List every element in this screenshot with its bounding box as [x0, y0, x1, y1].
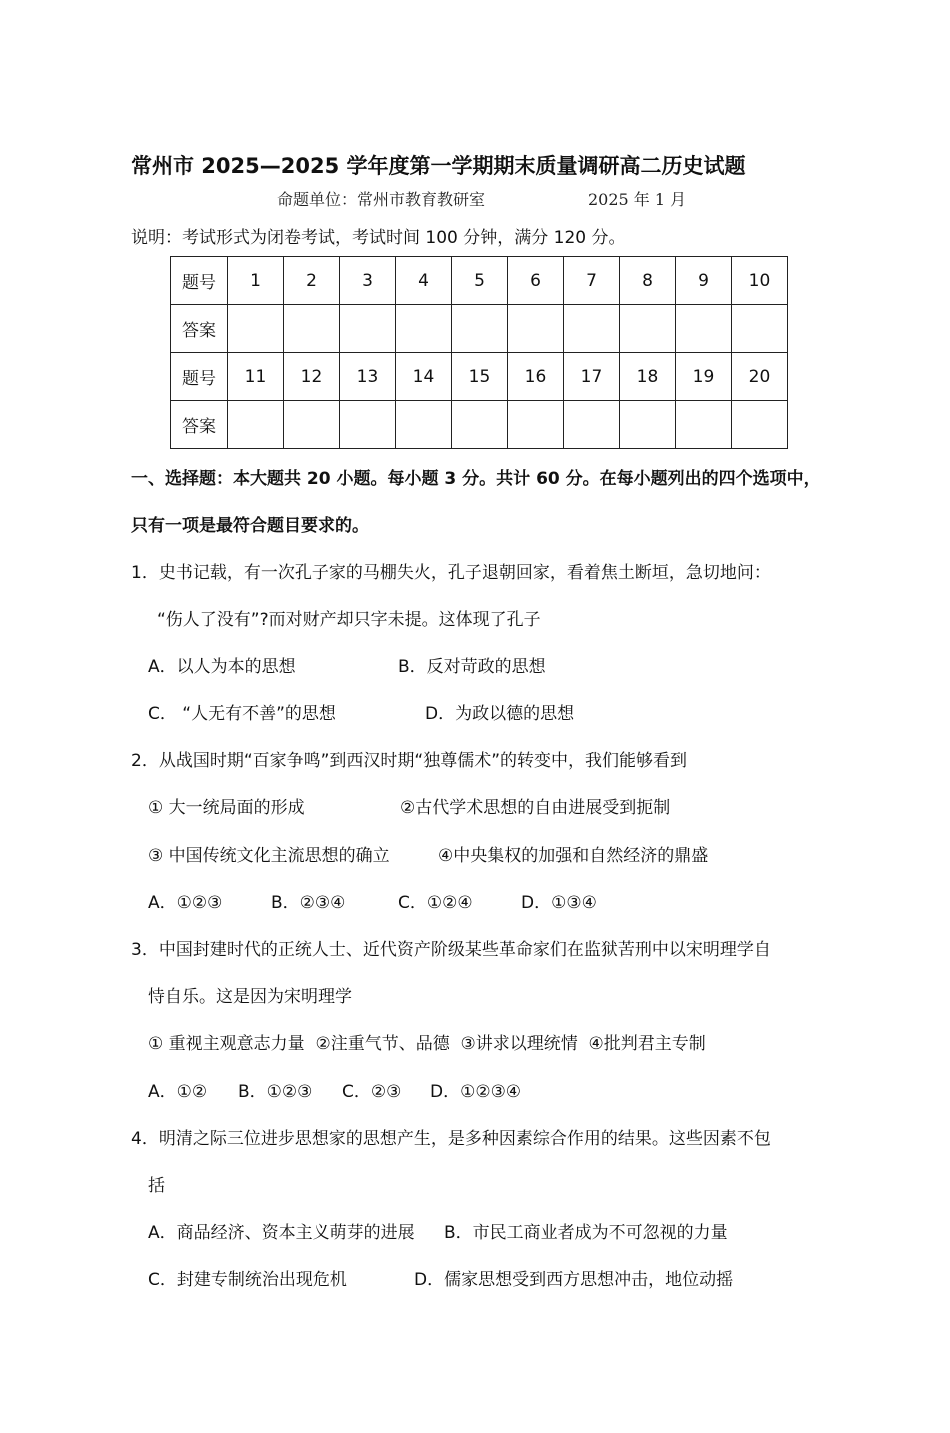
question-2-option-d: D．①③④ [521, 893, 597, 913]
question-number: 16 [508, 353, 564, 401]
question-number: 9 [676, 257, 732, 305]
answer-cell[interactable] [284, 305, 340, 353]
question-number: 10 [732, 257, 788, 305]
answer-table [170, 256, 788, 449]
question-3-items: ① 重视主观意志力量 ②注重气节、品德 ③讲求以理统情 ④批判君主专制 [148, 1034, 706, 1054]
answer-cell[interactable] [340, 305, 396, 353]
question-4-stem: 4．明清之际三位进步思想家的思想产生，是多种因素综合作用的结果。这些因素不包 [131, 1129, 771, 1149]
question-2-item-2: ②古代学术思想的自由进展受到扼制 [400, 798, 671, 818]
question-3-option-c: C．②③ [342, 1082, 402, 1102]
question-1-option-a: A．以人为本的思想 [148, 657, 296, 677]
question-2-item-4: ④中央集权的加强和自然经济的鼎盛 [438, 846, 709, 866]
answer-cell[interactable] [452, 401, 508, 449]
answer-cell[interactable] [228, 401, 284, 449]
question-number: 19 [676, 353, 732, 401]
answer-label: 答案 [171, 401, 228, 449]
question-1-option-b: B．反对苛政的思想 [398, 657, 546, 677]
answer-cell[interactable] [508, 401, 564, 449]
answer-cell[interactable] [340, 401, 396, 449]
question-1-stem: 1．史书记载，有一次孔子家的马棚失火，孔子退朝回家，看着焦土断垣，急切地问： [131, 563, 771, 583]
answer-label: 答案 [171, 305, 228, 353]
question-2-option-b: B．②③④ [271, 893, 346, 913]
question-4-option-b: B．市民工商业者成为不可忽视的力量 [444, 1223, 728, 1243]
question-number: 6 [508, 257, 564, 305]
question-number: 20 [732, 353, 788, 401]
answer-cell[interactable] [620, 305, 676, 353]
answer-cell[interactable] [508, 305, 564, 353]
section-heading-line2: 只有一项是最符合题目要求的。 [131, 516, 369, 536]
answer-cell[interactable] [732, 401, 788, 449]
answer-cell[interactable] [676, 401, 732, 449]
question-1-option-d: D．为政以德的思想 [425, 704, 575, 724]
question-2-option-c: C．①②④ [398, 893, 473, 913]
question-number: 18 [620, 353, 676, 401]
question-2-item-3: ③ 中国传统文化主流思想的确立 [148, 846, 390, 866]
answer-cell[interactable] [452, 305, 508, 353]
answer-cell[interactable] [620, 401, 676, 449]
answer-cell[interactable] [396, 305, 452, 353]
number-label: 题号 [171, 257, 228, 305]
question-3-option-b: B．①②③ [238, 1082, 313, 1102]
question-4-option-c: C．封建专制统治出现危机 [148, 1270, 347, 1290]
question-3-option-a: A．①② [148, 1082, 208, 1102]
question-number: 1 [228, 257, 284, 305]
table-row [171, 257, 788, 305]
answer-cell[interactable] [564, 305, 620, 353]
answer-cell[interactable] [284, 401, 340, 449]
question-number: 2 [284, 257, 340, 305]
exam-note: 说明：考试形式为闭卷考试，考试时间 100 分钟，满分 120 分。 [131, 228, 626, 248]
number-label: 题号 [171, 353, 228, 401]
question-number: 3 [340, 257, 396, 305]
question-2-item-1: ① 大一统局面的形成 [148, 798, 305, 818]
question-2-stem: 2．从战国时期“百家争鸣”到西汉时期“独尊儒术”的转变中，我们能够看到 [131, 751, 688, 771]
question-4-stem-cont: 括 [148, 1176, 165, 1196]
answer-cell[interactable] [396, 401, 452, 449]
question-3-stem: 3．中国封建时代的正统人士、近代资产阶级某些革命家们在监狱苦刑中以宋明理学自 [131, 940, 771, 960]
question-number: 17 [564, 353, 620, 401]
table-row [171, 305, 788, 353]
question-1-option-c: C． “人无有不善”的思想 [148, 704, 336, 724]
question-number: 15 [452, 353, 508, 401]
answer-cell[interactable] [676, 305, 732, 353]
question-2-option-a: A．①②③ [148, 893, 223, 913]
question-number: 7 [564, 257, 620, 305]
exam-date: 2025 年 1 月 [588, 190, 687, 209]
table-row [171, 401, 788, 449]
question-3-stem-cont: 恃自乐。这是因为宋明理学 [148, 987, 352, 1007]
question-4-option-a: A．商品经济、资本主义萌芽的进展 [148, 1223, 415, 1243]
page-title: 常州市 2025—2025 学年度第一学期期末质量调研高二历史试题 [131, 154, 746, 178]
answer-cell[interactable] [564, 401, 620, 449]
question-number: 5 [452, 257, 508, 305]
section-heading-line1: 一、选择题：本大题共 20 小题。每小题 3 分。共计 60 分。在每小题列出的四个选项中， [131, 469, 821, 489]
question-number: 4 [396, 257, 452, 305]
answer-cell[interactable] [228, 305, 284, 353]
question-number: 11 [228, 353, 284, 401]
question-number: 12 [284, 353, 340, 401]
table-row [171, 353, 788, 401]
question-3-option-d: D．①②③④ [430, 1082, 522, 1102]
question-number: 8 [620, 257, 676, 305]
question-4-option-d: D．儒家思想受到西方思想冲击，地位动摇 [414, 1270, 734, 1290]
question-1-stem-cont: “伤人了没有”?而对财产却只字未提。这体现了孔子 [157, 610, 541, 630]
question-number: 13 [340, 353, 396, 401]
answer-cell[interactable] [732, 305, 788, 353]
question-number: 14 [396, 353, 452, 401]
exam-unit: 命题单位：常州市教育教研室 [277, 190, 486, 209]
